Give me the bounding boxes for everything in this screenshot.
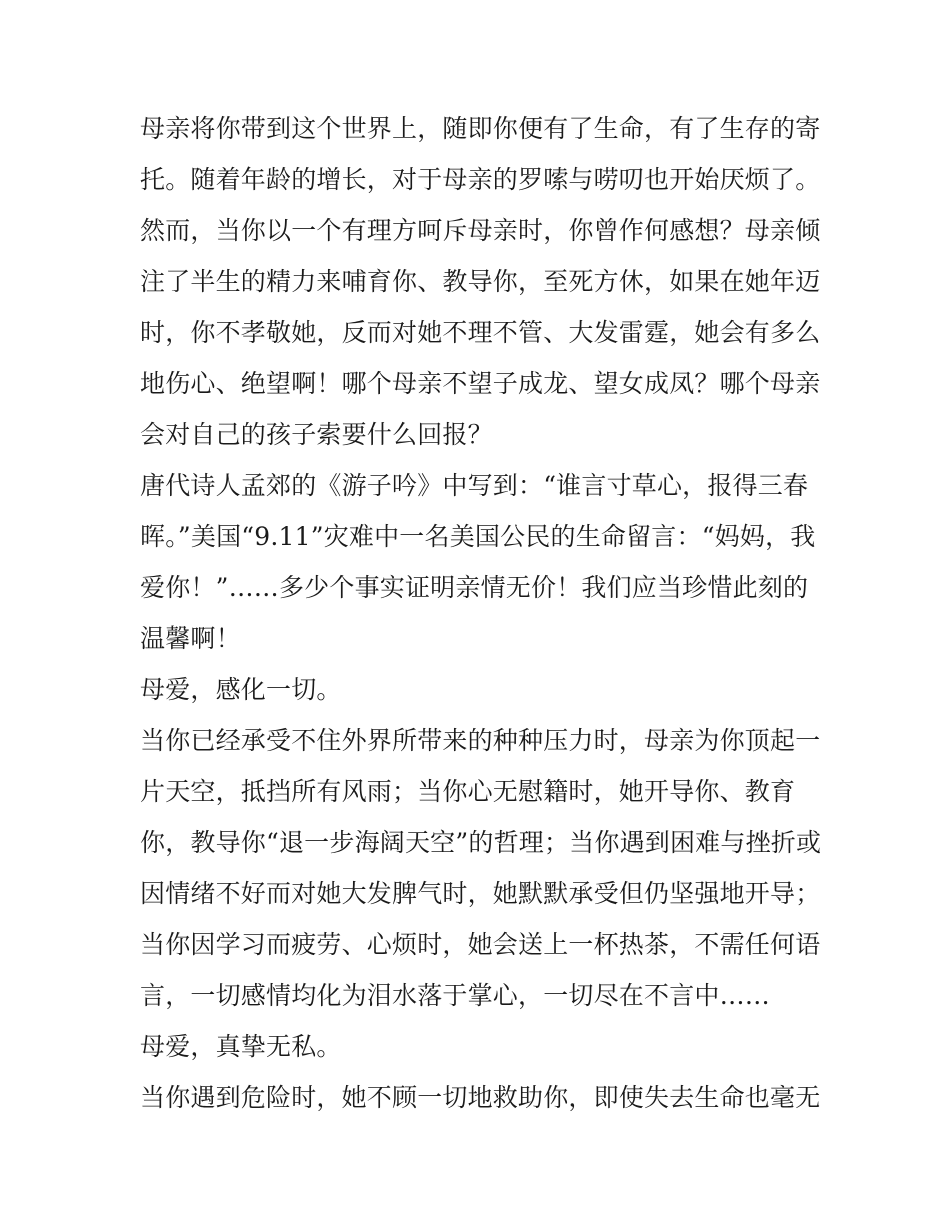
text-line: 你，教导你“退一步海阔天空”的哲理；当你遇到困难与挫折或 [140, 828, 822, 857]
text-line: 唐代诗人孟郊的《游子吟》中写到：“谁言寸草心，报得三春 [140, 471, 809, 500]
text-line: 地伤心、绝望啊！哪个母亲不望子成龙、望女成凤？哪个母亲 [140, 369, 821, 398]
text-line: 时，你不孝敬她，反而对她不理不管、大发雷霆，她会有多么 [140, 318, 821, 347]
text-line: 当你因学习而疲劳、心烦时，她会送上一杯热茶，不需任何语 [140, 930, 821, 959]
text-line: 当你遇到危险时，她不顾一切地救助你，即使失去生命也毫无 [140, 1083, 821, 1112]
text-line: 然而，当你以一个有理方呵斥母亲时，你曾作何感想？母亲倾 [140, 216, 821, 245]
text-line: 温馨啊！ [140, 624, 241, 653]
section-heading: 母爱，真挚无私。 [140, 1032, 342, 1061]
document-body [140, 103, 820, 1123]
text-line: 言，一切感情均化为泪水落于掌心，一切尽在不言中…… [140, 981, 771, 1010]
text-line: 托。随着年龄的增长，对于母亲的罗嗦与唠叨也开始厌烦了。 [140, 165, 821, 194]
text-line: 片天空，抵挡所有风雨；当你心无慰籍时，她开导你、教育 [140, 777, 796, 806]
section-heading: 母爱，感化一切。 [140, 675, 342, 704]
text-line: 注了半生的精力来哺育你、教导你，至死方休，如果在她年迈 [140, 267, 821, 296]
text-line: 母亲将你带到这个世界上，随即你便有了生命，有了生存的寄 [140, 114, 821, 143]
text-line: 当你已经承受不住外界所带来的种种压力时，母亲为你顶起一 [140, 726, 821, 755]
text-line: 因情绪不好而对她大发脾气时，她默默承受但仍坚强地开导； [140, 879, 821, 908]
text-line: 晖。”美国“9.11”灾难中一名美国公民的生命留言：“妈妈，我 [140, 522, 816, 551]
text-line: 会对自己的孩子索要什么回报？ [140, 420, 493, 449]
text-line: 爱你！”……多少个事实证明亲情无价！我们应当珍惜此刻的 [140, 573, 809, 602]
